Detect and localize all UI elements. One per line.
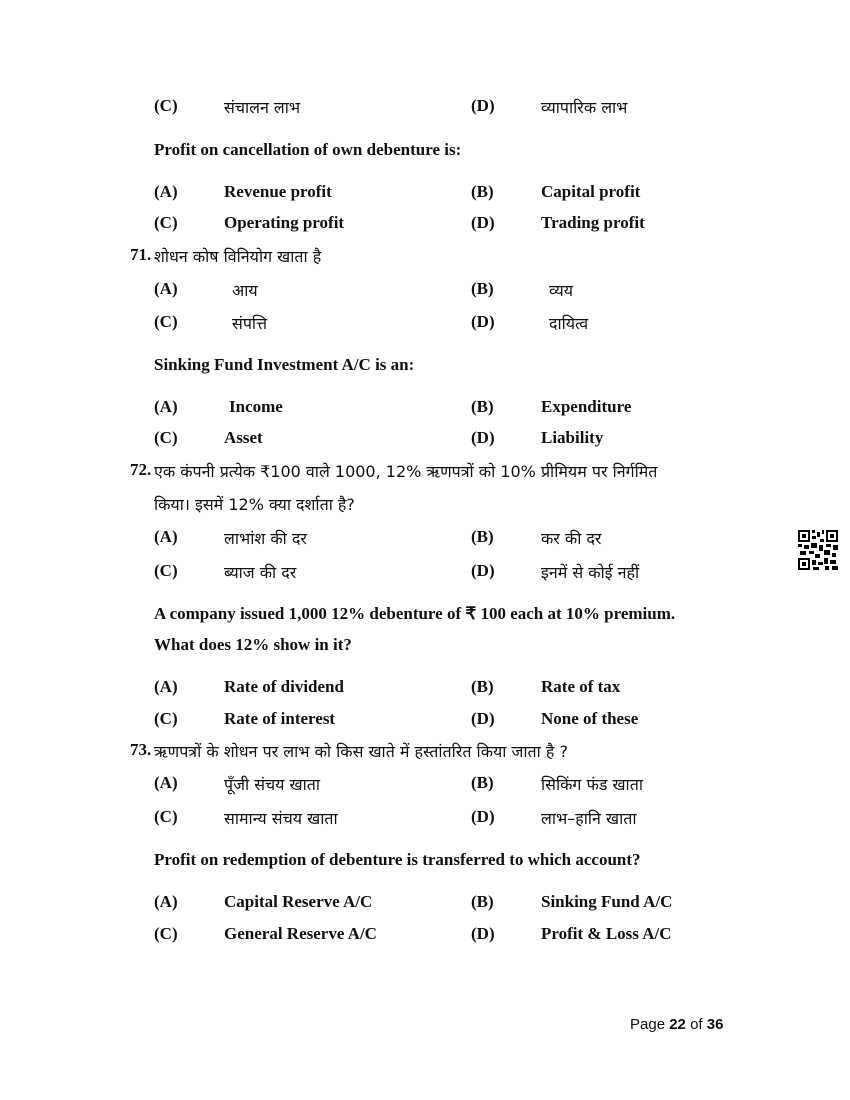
option-text: लाभांश की दर: [224, 529, 307, 548]
option-label: (A): [154, 677, 178, 696]
option-text: व्यय: [549, 281, 574, 300]
question-text-en: A company issued 1,000 12% debenture of ₹ 100 each at 10% premium.: [154, 604, 676, 623]
option-label: (A): [154, 527, 178, 546]
question-text-hi: ऋणपत्रों के शोधन पर लाभ को किस खाते में हस्तांतरित किया जाता है ?: [154, 742, 568, 761]
option-label: (B): [471, 279, 494, 298]
question-text-hi: किया। इसमें 12% क्या दर्शाता है?: [154, 495, 355, 514]
option-text: लाभ–हानि खाता: [541, 809, 637, 828]
page-number: [630, 1016, 723, 1033]
option-text: पूँजी संचय खाता: [224, 775, 321, 794]
option-label: (C): [154, 96, 178, 115]
option-text: None of these: [541, 709, 639, 728]
option-text: Liability: [541, 428, 604, 447]
question-number: 71.: [130, 245, 152, 264]
option-label: (C): [154, 807, 178, 826]
option-text: सिकिंग फंड खाता: [541, 775, 643, 794]
option-text: इनमें से कोई नहीं: [541, 563, 640, 582]
question-text-en: Profit on redemption of debenture is transferred to which account?: [154, 850, 641, 869]
option-text: Revenue profit: [224, 182, 332, 201]
option-text: Rate of interest: [224, 709, 336, 728]
option-label: (C): [154, 428, 178, 447]
option-label: (D): [471, 428, 495, 447]
question-number: 73.: [130, 740, 152, 759]
option-label: (D): [471, 709, 495, 728]
option-label: (C): [154, 312, 178, 331]
option-text: Expenditure: [541, 397, 632, 416]
option-label: (B): [471, 397, 494, 416]
page-total: 36: [706, 1016, 724, 1033]
option-text: Income: [229, 397, 283, 416]
option-label: (A): [154, 773, 178, 792]
option-text: Asset: [224, 428, 263, 447]
option-label: (B): [471, 182, 494, 201]
question-text-hi: शोधन कोष विनियोग खाता है: [154, 247, 322, 266]
page-of: of: [690, 1016, 703, 1033]
option-text: Rate of tax: [541, 677, 621, 696]
option-label: (B): [471, 773, 494, 792]
option-text: ब्याज की दर: [224, 563, 297, 582]
option-label: (D): [471, 312, 495, 331]
page-word: Page: [630, 1016, 666, 1033]
question-text-en: What does 12% show in it?: [154, 635, 352, 654]
qr-code-icon: [798, 530, 838, 570]
question-text-en: Profit on cancellation of own debenture is:: [154, 140, 462, 159]
option-text: Capital profit: [541, 182, 641, 201]
option-label: (B): [471, 677, 494, 696]
option-label: (B): [471, 892, 494, 911]
option-text: कर की दर: [541, 529, 602, 548]
option-text: व्यापारिक लाभ: [541, 98, 628, 117]
option-label: (A): [154, 279, 178, 298]
option-label: (C): [154, 924, 178, 943]
option-label: (A): [154, 397, 178, 416]
option-label: (B): [471, 527, 494, 546]
option-text: Operating profit: [224, 213, 345, 232]
option-label: (C): [154, 709, 178, 728]
option-text: आय: [232, 281, 258, 300]
option-label: (C): [154, 213, 178, 232]
page-current: 22: [669, 1016, 686, 1033]
option-text: Capital Reserve A/C: [224, 892, 373, 911]
question-number: 72.: [130, 460, 152, 479]
option-text: संपत्ति: [232, 314, 268, 333]
option-label: (A): [154, 892, 178, 911]
option-label: (D): [471, 96, 495, 115]
question-text-en: Sinking Fund Investment A/C is an:: [154, 355, 415, 374]
option-label: (D): [471, 561, 495, 580]
option-text: General Reserve A/C: [224, 924, 377, 943]
option-text: संचालन लाभ: [224, 98, 301, 117]
option-label: (D): [471, 213, 495, 232]
option-text: Profit & Loss A/C: [541, 924, 672, 943]
option-text: दायित्व: [549, 314, 589, 333]
option-text: Trading profit: [541, 213, 645, 232]
option-text: Sinking Fund A/C: [541, 892, 673, 911]
question-text-hi: एक कंपनी प्रत्येक ₹100 वाले 1000, 12% ऋणपत्रों को 10% प्रीमियम पर निर्गमित: [154, 462, 658, 481]
option-label: (D): [471, 924, 495, 943]
option-label: (A): [154, 182, 178, 201]
option-text: सामान्य संचय खाता: [224, 809, 338, 828]
option-label: (D): [471, 807, 495, 826]
option-text: Rate of dividend: [224, 677, 344, 696]
option-label: (C): [154, 561, 178, 580]
